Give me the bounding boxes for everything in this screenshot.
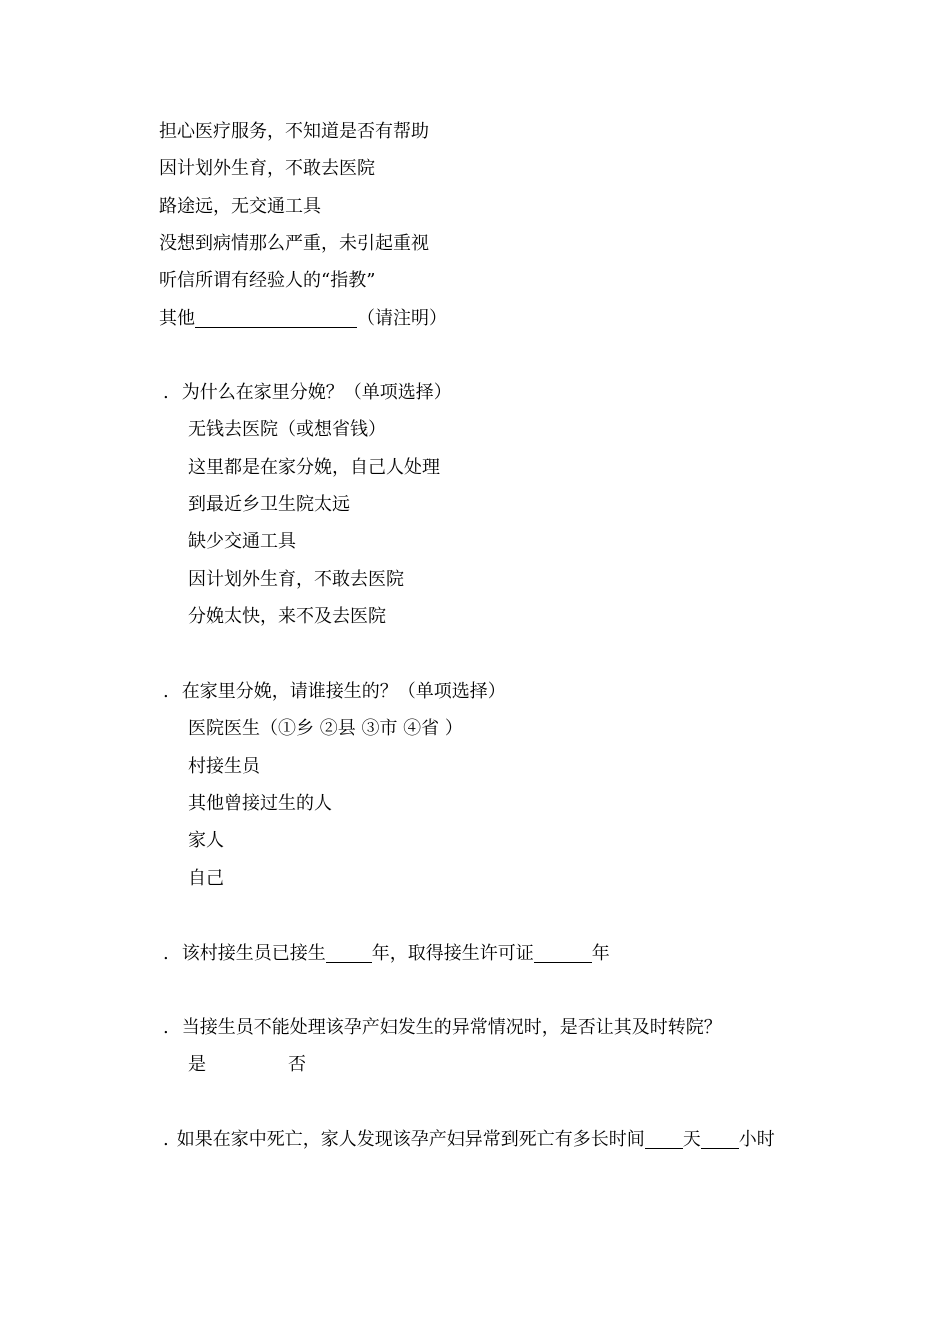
question-marker: .: [163, 1017, 169, 1038]
question-birth-attendant: [163, 680, 506, 704]
option-unplanned-birth: 因计划外生育，不敢去医院: [159, 158, 375, 179]
question-text: 当接生员不能处理该孕产妇发生的异常情况时，是否让其及时转院？: [181, 1017, 722, 1038]
option-hospital-doctor: 医院医生（①乡 ②县 ③市 ④省 ）: [188, 718, 463, 739]
option-self: 自己: [188, 868, 224, 889]
option-far-no-transport: 路途远，无交通工具: [159, 196, 321, 217]
question-death-interval: [163, 1128, 775, 1152]
option-clinic-too-far: 到最近乡卫生院太远: [188, 494, 350, 515]
question-marker: .: [163, 382, 169, 403]
question-text-part2: 年，取得接生许可证: [371, 943, 534, 964]
other-fill-blank[interactable]: [195, 309, 357, 328]
option-other-note: （请注明）: [357, 308, 447, 329]
question-text-part3: 小时: [738, 1129, 775, 1150]
option-experienced-person: 其他曾接过生的人: [188, 793, 332, 814]
question-home-delivery-reason: [163, 381, 452, 405]
option-not-serious: 没想到病情那么严重，未引起重视: [159, 233, 429, 254]
option-no: 否: [288, 1054, 306, 1075]
option-medical-service-worry: 担心医疗服务，不知道是否有帮助: [159, 121, 429, 142]
option-unplanned-birth-2: 因计划外生育，不敢去医院: [188, 569, 404, 590]
question-midwife-years: [163, 942, 610, 966]
option-other: [159, 307, 447, 331]
years-delivering-blank[interactable]: [326, 944, 372, 963]
option-lack-transport: 缺少交通工具: [188, 531, 296, 552]
option-yes: 是: [188, 1054, 206, 1075]
license-years-blank[interactable]: [534, 944, 592, 963]
option-other-label: 其他: [159, 308, 195, 329]
option-bad-advice: 听信所谓有经验人的“指教”: [159, 270, 376, 291]
question-text-part1: 该村接生员已接生: [181, 943, 326, 964]
option-no-money: 无钱去医院（或想省钱）: [188, 419, 386, 440]
question-timely-transfer: [163, 1016, 722, 1040]
question-marker: .: [163, 943, 169, 964]
hours-blank[interactable]: [701, 1130, 739, 1149]
question-text-part1: 如果在家中死亡，家人发现该孕产妇异常到死亡有多长时间: [176, 1129, 645, 1150]
question-marker: .: [163, 681, 169, 702]
question-text: 在家里分娩，请谁接生的？（单项选择）: [181, 681, 506, 702]
question-marker: .: [163, 1129, 169, 1150]
question-text-part2: 天: [682, 1129, 701, 1150]
option-village-midwife: 村接生员: [188, 756, 260, 777]
days-blank[interactable]: [645, 1130, 683, 1149]
option-family: 家人: [188, 830, 224, 851]
question-text-part3: 年: [591, 943, 610, 964]
option-local-custom: 这里都是在家分娩，自己人处理: [188, 457, 440, 478]
option-delivery-too-fast: 分娩太快，来不及去医院: [188, 606, 386, 627]
question-text: 为什么在家里分娩？（单项选择）: [181, 382, 452, 403]
